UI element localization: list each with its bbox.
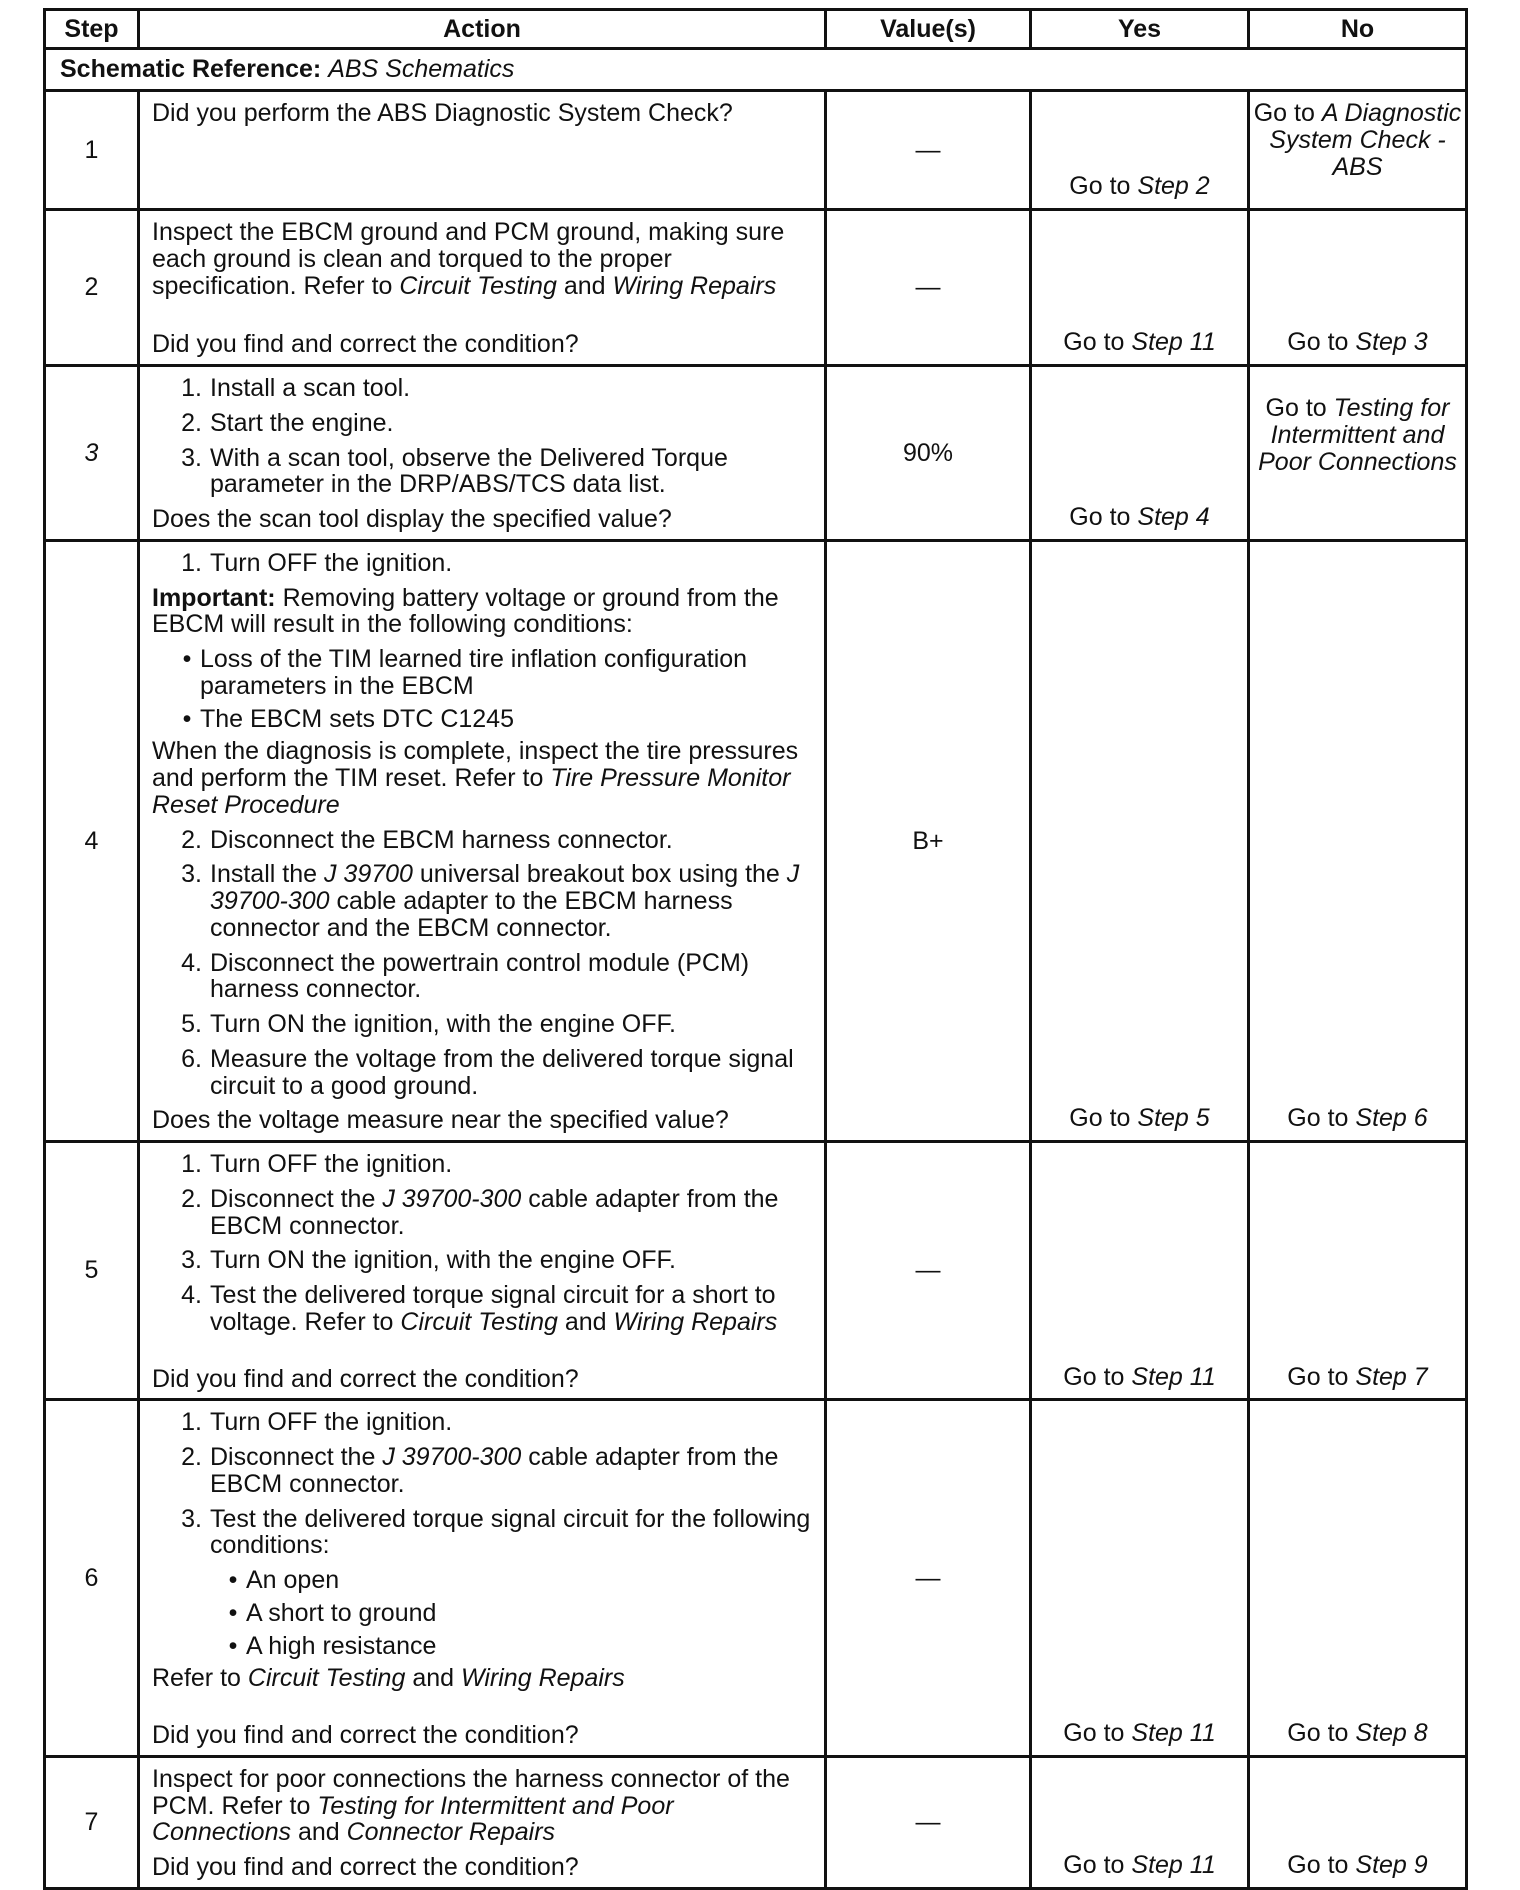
table-row xyxy=(45,1400,1467,1757)
yes-link[interactable]: Step 11 xyxy=(1131,1851,1216,1879)
action-cell xyxy=(139,540,826,1141)
list-item: 3. Test the delivered torque signal circuit for the following conditions: xyxy=(181,1504,811,1560)
list-item: 1. Turn OFF the ignition. xyxy=(181,548,453,577)
question: Did you find and correct the condition? xyxy=(152,1853,579,1881)
header-step: Step xyxy=(45,10,139,49)
ref-link[interactable]: Tire Pressure Monitor Reset Procedure xyxy=(152,764,791,819)
header-values: Value(s) xyxy=(826,10,1031,49)
list-item: 1. Turn OFF the ignition. xyxy=(181,1150,453,1178)
action-cell xyxy=(139,366,826,541)
step-number: 4 xyxy=(45,540,139,1141)
ref-link[interactable]: Testing for Intermittent and Poor Connections xyxy=(152,1791,674,1847)
no-cell[interactable]: Go to Testing for Intermittent and Poor Connections xyxy=(1249,366,1467,541)
schematic-link[interactable]: ABS Schematics xyxy=(328,55,515,83)
step-number: 5 xyxy=(45,1142,139,1400)
schematic-label: Schematic Reference: xyxy=(60,55,322,83)
step-number: 3 xyxy=(45,366,139,541)
list-item: 1. Turn OFF the ignition. xyxy=(181,1408,453,1437)
list-item: 5. Turn ON the ignition, with the engine OFF. xyxy=(181,1010,676,1038)
value-cell: 90% xyxy=(826,366,1031,541)
action-cell xyxy=(139,210,826,366)
no-cell[interactable]: Go to Step 9 xyxy=(1249,1756,1467,1888)
ref-link[interactable]: Circuit Testing xyxy=(400,1307,558,1336)
header-yes: Yes xyxy=(1031,10,1249,49)
action-cell xyxy=(139,1400,826,1757)
diagnostic-table xyxy=(43,8,1468,1890)
ref-link[interactable]: Wiring Repairs xyxy=(612,271,777,300)
question: Did you perform the ABS Diagnostic System Check? xyxy=(152,99,733,127)
list-item: • An open xyxy=(228,1566,340,1594)
header-row xyxy=(45,10,1467,49)
no-cell[interactable]: Go to Step 6 xyxy=(1249,540,1467,1141)
no-link[interactable]: Step 8 xyxy=(1355,1719,1428,1747)
yes-link[interactable]: Step 5 xyxy=(1137,1104,1210,1133)
action-cell xyxy=(139,1756,826,1888)
list-item: 3. Install the J 39700 universal breakout box using the J 39700-300 cable adapter to the EBCM harness connector and the EBCM connector. xyxy=(181,860,800,942)
no-cell[interactable]: Go to Step 8 xyxy=(1249,1400,1467,1757)
yes-link[interactable]: Step 11 xyxy=(1131,328,1216,357)
yes-cell[interactable]: Go to Step 4 xyxy=(1031,366,1249,541)
question: Did you find and correct the condition? xyxy=(152,1364,579,1393)
table-row xyxy=(45,1756,1467,1888)
ref-link[interactable]: Wiring Repairs xyxy=(461,1664,625,1693)
step-number: 2 xyxy=(45,210,139,366)
yes-cell[interactable]: Go to Step 2 xyxy=(1031,91,1249,210)
list-item: 3. Turn ON the ignition, with the engine OFF. xyxy=(181,1246,676,1275)
table-row xyxy=(45,1142,1467,1400)
list-item: 2. Disconnect the J 39700-300 cable adapter from the EBCM connector. xyxy=(181,1184,779,1240)
step-list xyxy=(152,375,812,498)
action-text: Inspect for poor connections the harness connector of the PCM. Refer to Testing for Intermittent and Poor Connections and Connector Repairs xyxy=(152,1764,790,1847)
list-item: • A short to ground xyxy=(228,1598,437,1627)
yes-link[interactable]: Step 2 xyxy=(1137,172,1210,201)
ref-link[interactable]: Connector Repairs xyxy=(346,1818,556,1847)
no-link[interactable]: Step 9 xyxy=(1355,1851,1428,1879)
question: Did you find and correct the condition? xyxy=(152,330,579,359)
no-cell[interactable]: Go to Step 3 xyxy=(1249,210,1467,366)
step-number: 7 xyxy=(45,1756,139,1888)
step-number: 1 xyxy=(45,91,139,210)
refer-text: Refer to Circuit Testing and Wiring Repairs xyxy=(152,1664,625,1693)
schematic-reference xyxy=(45,49,1467,91)
no-link[interactable]: Step 3 xyxy=(1355,328,1428,357)
table-row xyxy=(45,91,1467,210)
list-item: 2. Disconnect the J 39700-300 cable adapter from the EBCM connector. xyxy=(181,1443,779,1498)
list-item: 3. With a scan tool, observe the Delivered Torque parameter in the DRP/ABS/TCS data list. xyxy=(181,443,728,499)
value-cell: B+ xyxy=(826,540,1031,1141)
question: Does the voltage measure near the specified value? xyxy=(152,1106,729,1135)
question: Does the scan tool display the specified value? xyxy=(152,505,672,533)
yes-cell[interactable]: Go to Step 11 xyxy=(1031,210,1249,366)
question: Did you find and correct the condition? xyxy=(152,1721,579,1749)
list-item: 4. Disconnect the powertrain control module (PCM) harness connector. xyxy=(181,948,750,1004)
no-link[interactable]: Testing for Intermittent and Poor Connections xyxy=(1258,394,1457,476)
note-text: When the diagnosis is complete, inspect the tire pressures and perform the TIM reset. Refer to Tire Pressure Monitor Reset Procedure xyxy=(152,737,799,819)
schematic-row xyxy=(45,49,1467,91)
yes-cell[interactable]: Go to Step 5 xyxy=(1031,540,1249,1141)
no-link[interactable]: Step 6 xyxy=(1355,1104,1428,1133)
no-cell[interactable]: Go to Step 7 xyxy=(1249,1142,1467,1400)
ref-link[interactable]: Circuit Testing xyxy=(247,1664,406,1693)
list-item: • The EBCM sets DTC C1245 xyxy=(182,704,514,733)
yes-link[interactable]: Step 11 xyxy=(1131,1362,1216,1391)
yes-cell[interactable]: Go to Step 11 xyxy=(1031,1756,1249,1888)
no-link[interactable]: A Diagnostic System Check - ABS xyxy=(1269,99,1462,181)
action-cell xyxy=(139,1142,826,1400)
ref-link[interactable]: Wiring Repairs xyxy=(613,1307,778,1336)
table-row xyxy=(45,210,1467,366)
list-item: • Loss of the TIM learned tire inflation configuration parameters in the EBCM xyxy=(182,645,748,700)
no-link[interactable]: Step 7 xyxy=(1355,1362,1428,1391)
header-no: No xyxy=(1249,10,1467,49)
yes-link[interactable]: Step 11 xyxy=(1131,1719,1216,1747)
list-item: 2. Disconnect the EBCM harness connector. xyxy=(181,825,673,854)
header-action: Action xyxy=(139,10,826,49)
step-number: 6 xyxy=(45,1400,139,1757)
list-item: 1. Install a scan tool. xyxy=(181,374,411,402)
list-item: 4. Test the delivered torque signal circuit for a short to voltage. Refer to Circuit Testing and Wiring Repairs xyxy=(181,1281,778,1336)
action-cell xyxy=(139,91,826,210)
list-item: • A high resistance xyxy=(228,1631,437,1660)
value-cell: — xyxy=(826,1142,1031,1400)
table-row xyxy=(45,540,1467,1141)
yes-cell[interactable]: Go to Step 11 xyxy=(1031,1142,1249,1400)
value-cell: — xyxy=(826,210,1031,366)
yes-cell[interactable]: Go to Step 11 xyxy=(1031,1400,1249,1757)
yes-link[interactable]: Step 4 xyxy=(1137,503,1210,531)
no-cell[interactable]: Go to A Diagnostic System Check - ABS xyxy=(1249,91,1467,210)
ref-link[interactable]: Circuit Testing xyxy=(399,271,557,300)
list-item: 2. Start the engine. xyxy=(181,408,394,437)
table-row xyxy=(45,366,1467,541)
action-text: Inspect the EBCM ground and PCM ground, making sure each ground is clean and torqued to the proper specification. Refer to Circuit Testing and Wiring Repairs xyxy=(152,218,785,300)
value-cell: — xyxy=(826,1756,1031,1888)
value-cell: — xyxy=(826,1400,1031,1757)
value-cell: — xyxy=(826,91,1031,210)
important-note: Important: Removing battery voltage or ground from the EBCM will result in the following conditions: xyxy=(152,583,779,639)
list-item: 6. Measure the voltage from the delivered torque signal circuit to a good ground. xyxy=(181,1044,794,1100)
